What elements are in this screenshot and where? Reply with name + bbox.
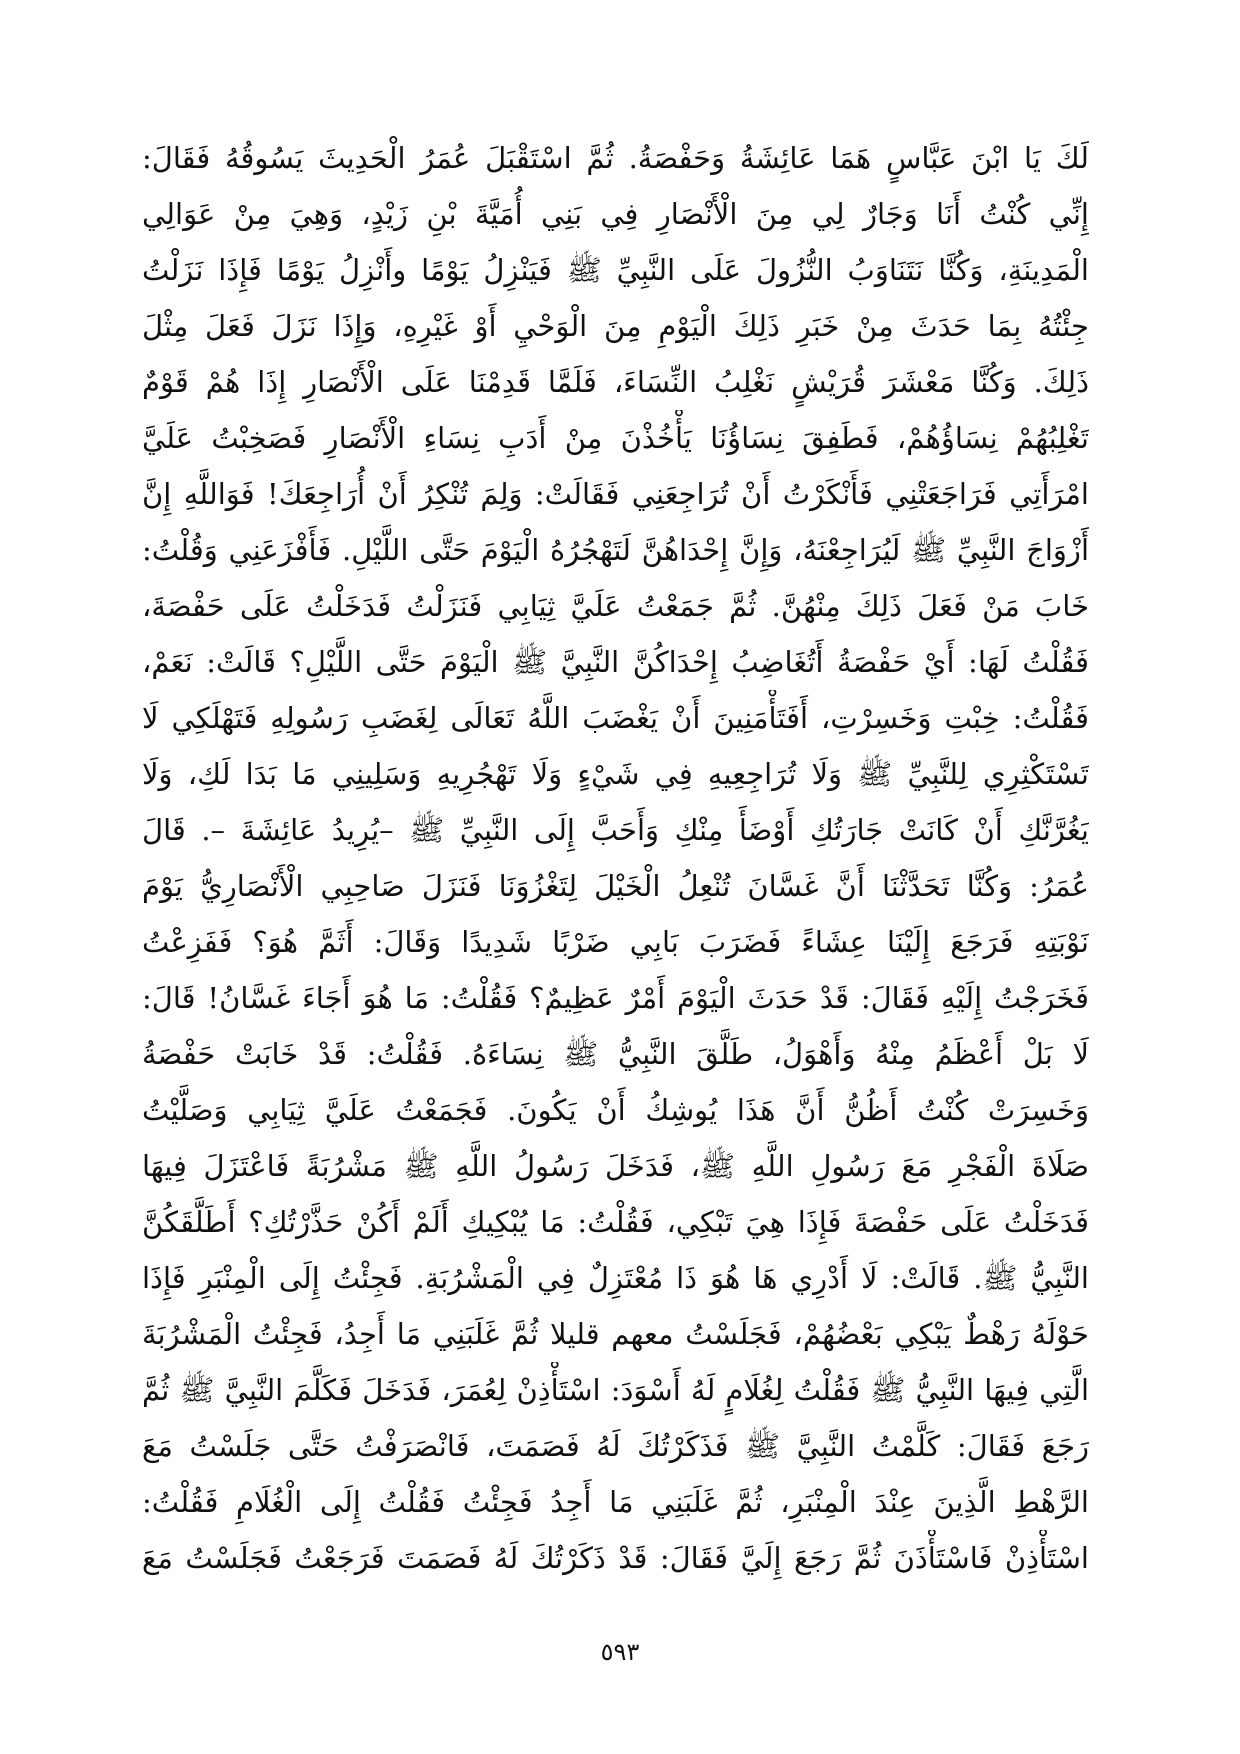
text-line: فَخَرَجْتُ إِلَيْهِ فَقَالَ: قَدْ حَدَثَ الْيَوْمَ أَمْرٌ عَظِيمٌ؟ فَقُلْتُ: مَا هُوَ أَجَاءَ غَسَّانُ! قَالَ:	[142, 981, 1089, 1015]
text-line: تَسْتَكْثِرِي لِلنَّبِيِّ ﷺ وَلَا تُرَاجِعِيهِ فِي شَيْءٍ وَلَا تَهْجُرِيهِ وَسَلِينِي مَا بَدَا لَكِ، وَلَا	[142, 757, 1089, 791]
text-line: فَدَخَلْتُ عَلَى حَفْصَةَ فَإِذَا هِيَ تَبْكِي، فَقُلْتُ: مَا يُبْكِيكِ أَلَمْ أَكُنْ حَذَّرْتُكِ؟ أَطَلَّقَكُنَّ	[142, 1205, 1089, 1239]
text-line: رَجَعَ فَقَالَ: كَلَّمْتُ النَّبِيَّ ﷺ فَذَكَرْتُكَ لَهُ فَصَمَتَ، فَانْصَرَفْتُ حَتَّى جَلَسْتُ مَعَ	[142, 1429, 1089, 1463]
text-line: فَقُلْتُ لَهَا: أَيْ حَفْصَةُ أَتُغَاضِبُ إِحْدَاكُنَّ النَّبِيَّ ﷺ الْيَوْمَ حَتَّى اللَّيْلِ؟ قَالَتْ: نَعَمْ،	[142, 645, 1089, 679]
text-line: لَا بَلْ أَعْظَمُ مِنْهُ وَأَهْوَلُ، طَلَّقَ النَّبِيُّ ﷺ نِسَاءَهُ. فَقُلْتُ: قَدْ خَابَتْ حَفْصَةُ	[142, 1037, 1089, 1071]
text-line: تَغْلِبُهُمْ نِسَاؤُهُمْ، فَطَفِقَ نِسَاؤُنَا يَأْخُذْنَ مِنْ أَدَبِ نِسَاءِ الْأَنْصَارِ فَصَخِبْتُ عَلَيَّ	[142, 421, 1089, 455]
text-line: حَوْلَهُ رَهْطٌ يَبْكِي بَعْضُهُمْ، فَجَلَسْتُ معهم قليلا ثُمَّ غَلَبَنِي مَا أَجِدُ، فَجِئْتُ الْمَشْرُبَةَ	[142, 1317, 1089, 1351]
text-line: اسْتَأْذِنْ فَاسْتَأْذَنَ ثُمَّ رَجَعَ إِلَيَّ فَقَالَ: قَدْ ذَكَرْتُكَ لَهُ فَصَمَتَ فَرَجَعْتُ فَجَلَسْتُ مَعَ	[142, 1541, 1089, 1575]
text-line: أَزْوَاجَ النَّبِيِّ ﷺ لَيُرَاجِعْنَهُ، وَإِنَّ إِحْدَاهُنَّ لَتَهْجُرُهُ الْيَوْمَ حَتَّى اللَّيْلِ. فَأَفْزَعَنِي وَقُلْتُ:	[142, 533, 1089, 567]
text-line: نَوْبَتِهِ فَرَجَعَ إِلَيْنَا عِشَاءً فَضَرَبَ بَابِي ضَرْبًا شَدِيدًا وَقَالَ: أَثَمَّ هُوَ؟ فَفَزِعْتُ	[142, 925, 1089, 959]
text-line: فَقُلْتُ: خِبْتِ وَخَسِرْتِ، أَفَتَأْمَنِينَ أَنْ يَغْضَبَ اللَّهُ تَعَالَى لِغَضَبِ رَسُولِهِ فَتَهْلَكِي لَا	[142, 701, 1089, 735]
text-line: الْمَدِينَةِ، وَكُنَّا نَتَنَاوَبُ النُّزُولَ عَلَى النَّبِيِّ ﷺ فَيَنْزِلُ يَوْمًا وأَنْزِلُ يَوْمًا فَإِذَا نَزَلْتُ	[142, 253, 1089, 287]
text-line: الرَّهْطِ الَّذِينَ عِنْدَ الْمِنْبَرِ، ثُمَّ غَلَبَنِي مَا أَجِدُ فَجِئْتُ فَقُلْتُ إِلَى الْغُلَامِ فَقُلْتُ:	[142, 1485, 1089, 1519]
text-line: عُمَرُ: وَكُنَّا تَحَدَّثْنَا أَنَّ غَسَّانَ تُنْعِلُ الْخَيْلَ لِتَغْزُوَنَا فَنَزَلَ صَاحِبِي الْأَنْصَارِيُّ يَوْمَ	[142, 869, 1089, 903]
text-line: وَخَسِرَتْ كُنْتُ أَظُنُّ أَنَّ هَذَا يُوشِكُ أَنْ يَكُونَ. فَجَمَعْتُ عَلَيَّ ثِيَابِي وَصَلَّيْتُ	[142, 1093, 1089, 1127]
page-number: ٥٩٣	[600, 1638, 640, 1666]
text-line: إِنِّي كُنْتُ أَنَا وَجَارٌ لِي مِنَ الْأَنْصَارِ فِي بَنِي أُمَيَّةَ بْنِ زَيْدٍ، وَهِيَ مِنْ عَوَالِي	[142, 197, 1089, 231]
text-line: ذَلِكَ. وَكُنَّا مَعْشَرَ قُرَيْشٍ نَغْلِبُ النِّسَاءَ، فَلَمَّا قَدِمْنَا عَلَى الْأَنْصَارِ إِذَا هُمْ قَوْمٌ	[142, 365, 1089, 399]
text-line: امْرَأَتِي فَرَاجَعَتْنِي فَأَنْكَرْتُ أَنْ تُرَاجِعَنِي فَقَالَتْ: وَلِمَ تُنْكِرُ أَنْ أُرَاجِعَكَ! فَوَاللَّهِ إِنَّ	[142, 477, 1089, 511]
text-line: جِئْتُهُ بِمَا حَدَثَ مِنْ خَبَرِ ذَلِكَ الْيَوْمِ مِنَ الْوَحْيِ أَوْ غَيْرِهِ، وَإِذَا نَزَلَ فَعَلَ مِثْلَ	[142, 309, 1089, 343]
text-line: النَّبِيُّ ﷺ. قَالَتْ: لَا أَدْرِي هَا هُوَ ذَا مُعْتَزِلٌ فِي الْمَشْرُبَةِ. فَجِئْتُ إِلَى الْمِنْبَرِ فَإِذَا	[142, 1261, 1089, 1295]
text-line: الَّتِي فِيهَا النَّبِيُّ ﷺ فَقُلْتُ لِغُلَامٍ لَهُ أَسْوَدَ: اسْتَأْذِنْ لِعُمَرَ، فَدَخَلَ فَكَلَّمَ النَّبِيَّ ﷺ ثُمَّ	[142, 1373, 1089, 1407]
text-line: صَلَاةَ الْفَجْرِ مَعَ رَسُولِ اللَّهِ ﷺ، فَدَخَلَ رَسُولُ اللَّهِ ﷺ مَشْرُبَةً فَاعْتَزَلَ فِيهَا	[142, 1149, 1089, 1183]
text-line: يَغُرَّنَّكِ أَنْ كَانَتْ جَارَتُكِ أَوْضَأَ مِنْكِ وَأَحَبَّ إِلَى النَّبِيِّ ﷺ –يُرِيدُ عَائِشَةَ –. قَالَ	[142, 813, 1089, 847]
text-line: خَابَ مَنْ فَعَلَ ذَلِكَ مِنْهُنَّ. ثُمَّ جَمَعْتُ عَلَيَّ ثِيَابِي فَنَزَلْتُ فَدَخَلْتُ عَلَى حَفْصَةَ،	[142, 589, 1089, 623]
hadith-text-block	[142, 130, 1089, 1586]
text-line: لَكَ يَا ابْنَ عَبَّاسٍ هَمَا عَائِشَةُ وَحَفْصَةُ. ثُمَّ اسْتَقْبَلَ عُمَرُ الْحَدِيثَ يَسُوقُهُ فَقَالَ:	[142, 141, 1089, 175]
